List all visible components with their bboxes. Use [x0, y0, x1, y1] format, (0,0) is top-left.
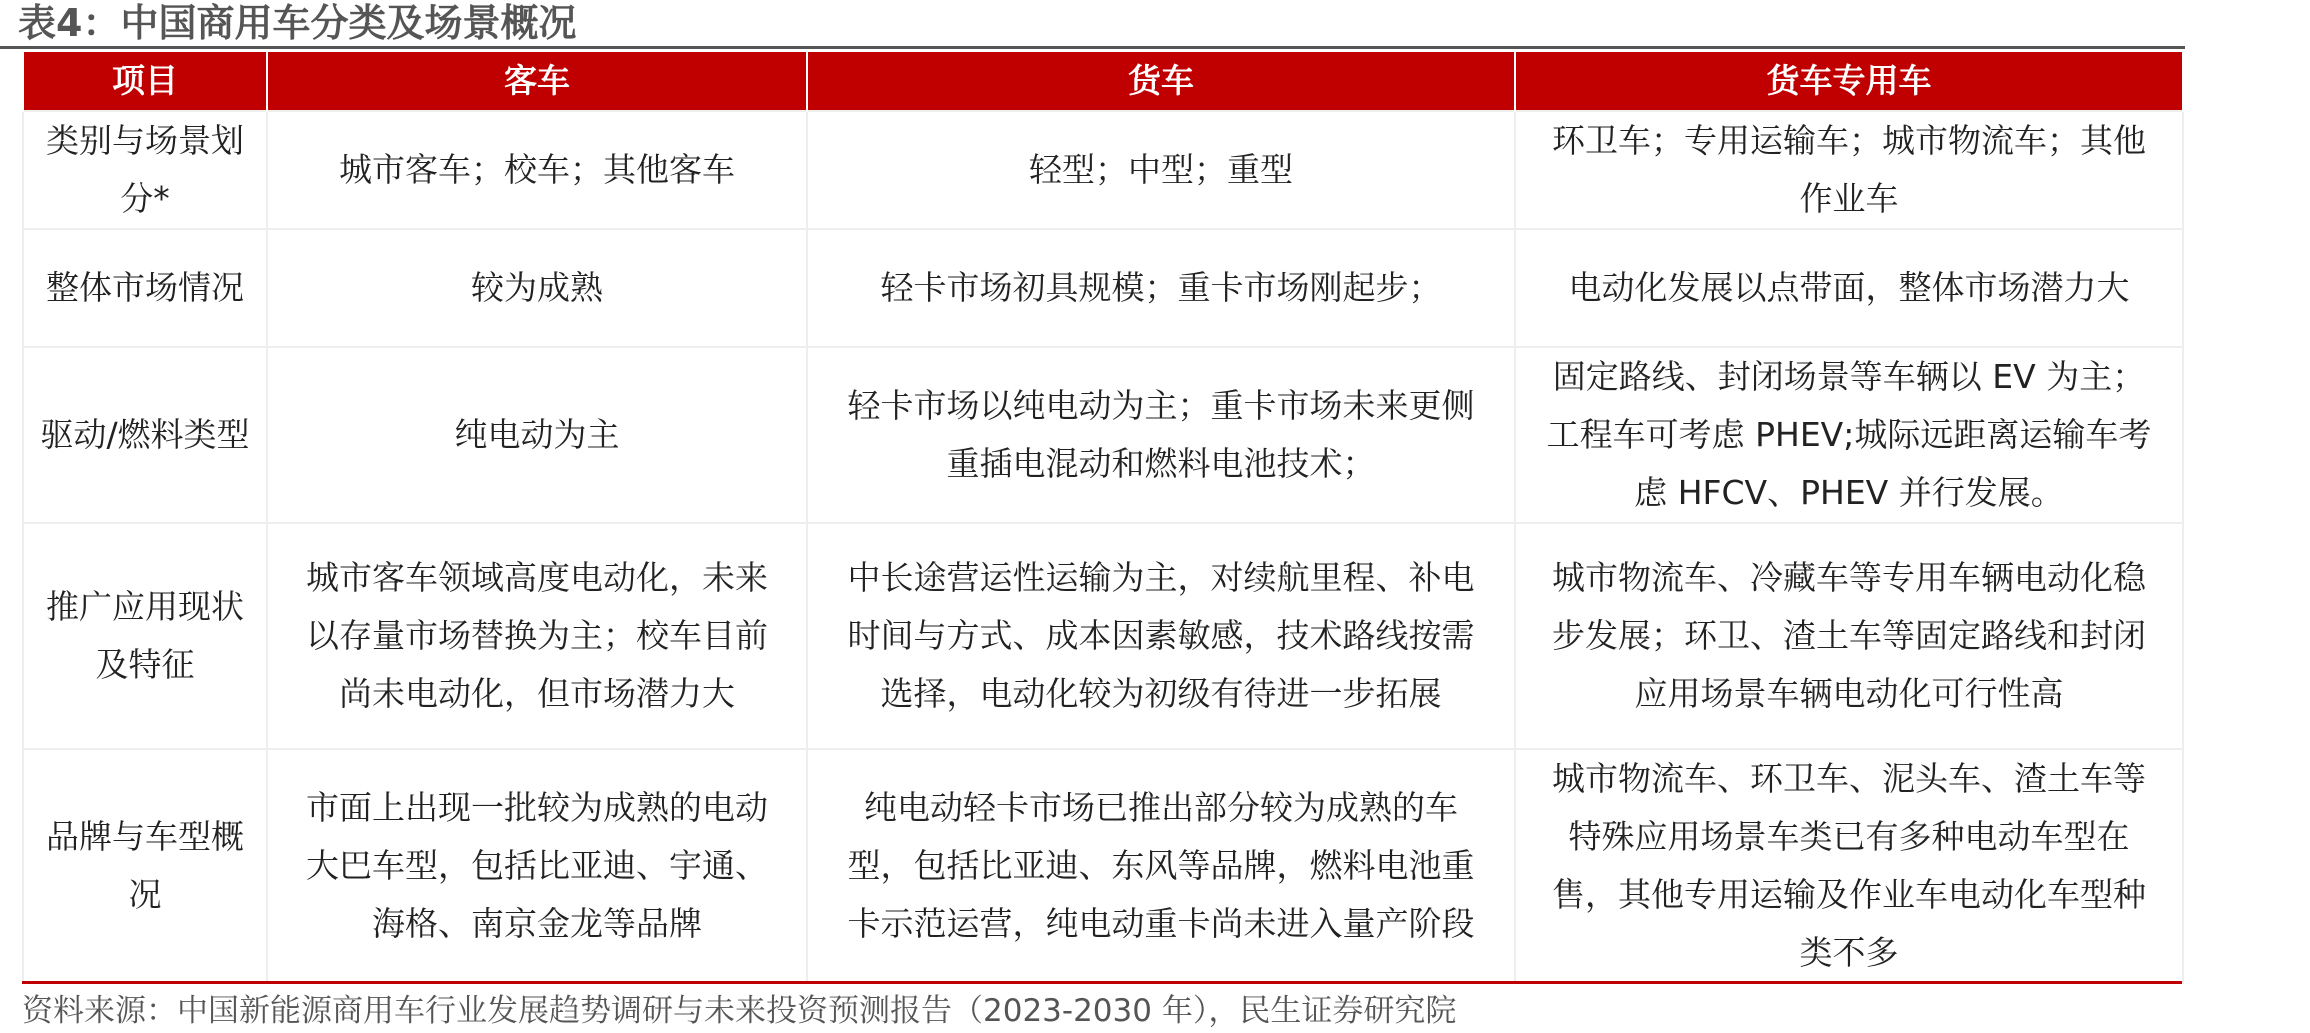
table-cell: 中长途营运性运输为主，对续航里程、补电时间与方式、成本因素敏感，技术路线按需选择，电动化较为初级有待进一步拓展 [807, 523, 1515, 749]
table-row [23, 749, 2183, 983]
table-bottom-divider [22, 981, 2182, 984]
header-item: 项目 [23, 52, 267, 111]
table-cell: 轻卡市场以纯电动为主；重卡市场未来更侧重插电混动和燃料电池技术； [807, 347, 1515, 523]
header-special-truck: 货车专用车 [1515, 52, 2183, 111]
title-divider [0, 46, 2185, 49]
header-bus: 客车 [267, 52, 807, 111]
table-cell: 城市物流车、冷藏车等专用车辆电动化稳步发展；环卫、渣土车等固定路线和封闭应用场景车辆电动化可行性高 [1515, 523, 2183, 749]
data-table [22, 52, 2184, 984]
table-cell: 城市客车领域高度电动化，未来以存量市场替换为主；校车目前尚未电动化，但市场潜力大 [267, 523, 807, 749]
header-truck: 货车 [807, 52, 1515, 111]
page-title: 表4：中国商用车分类及场景概况 [18, 1, 577, 45]
table-cell: 城市客车；校车；其他客车 [267, 111, 807, 229]
table-cell: 电动化发展以点带面，整体市场潜力大 [1515, 229, 2183, 347]
table-cell: 市面上出现一批较为成熟的电动大巴车型，包括比亚迪、宇通、海格、南京金龙等品牌 [267, 749, 807, 983]
row-label: 推广应用现状及特征 [23, 523, 267, 749]
table-cell: 纯电动为主 [267, 347, 807, 523]
table-cell: 固定路线、封闭场景等车辆以 EV 为主；工程车可考虑 PHEV;城际远距离运输车考虑 HFCV、PHEV 并行发展。 [1515, 347, 2183, 523]
row-label: 品牌与车型概况 [23, 749, 267, 983]
source-note: 资料来源：中国新能源商用车行业发展趋势调研与未来投资预测报告（2023-2030 年），民生证券研究院 [22, 993, 1457, 1029]
table-cell: 轻卡市场初具规模；重卡市场刚起步； [807, 229, 1515, 347]
table-header-row [23, 52, 2183, 111]
row-label: 类别与场景划分* [23, 111, 267, 229]
table-cell: 轻型；中型；重型 [807, 111, 1515, 229]
table-row [23, 111, 2183, 229]
table-row [23, 523, 2183, 749]
table-row [23, 229, 2183, 347]
table-cell: 城市物流车、环卫车、泥头车、渣土车等特殊应用场景车类已有多种电动车型在售，其他专用运输及作业车电动化车型种类不多 [1515, 749, 2183, 983]
table-cell: 纯电动轻卡市场已推出部分较为成熟的车型，包括比亚迪、东风等品牌，燃料电池重卡示范运营，纯电动重卡尚未进入量产阶段 [807, 749, 1515, 983]
table-cell: 环卫车；专用运输车；城市物流车；其他作业车 [1515, 111, 2183, 229]
row-label: 整体市场情况 [23, 229, 267, 347]
table-row [23, 347, 2183, 523]
row-label: 驱动/燃料类型 [23, 347, 267, 523]
table-cell: 较为成熟 [267, 229, 807, 347]
